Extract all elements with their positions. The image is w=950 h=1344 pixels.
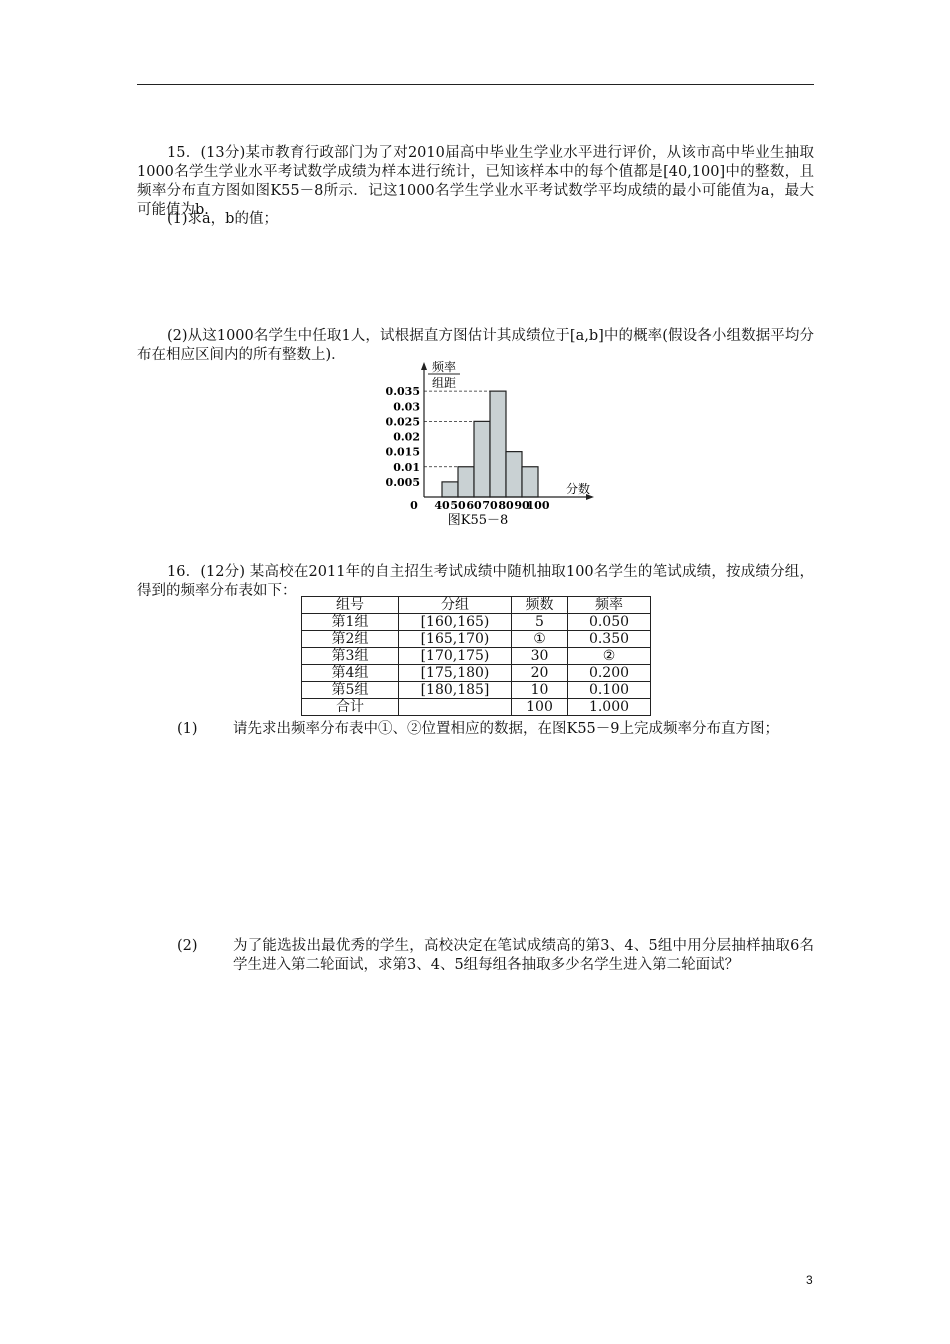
cell-frequency: 0.050 xyxy=(568,614,651,631)
x-tick-label: 80 xyxy=(498,499,514,512)
table-header-row xyxy=(302,597,651,614)
x-tick-label: 50 xyxy=(450,499,466,512)
cell-count: 20 xyxy=(512,665,568,682)
col-header-frequency: 频率 xyxy=(568,597,651,614)
cell-interval xyxy=(399,699,512,716)
y-label-numerator: 频率 xyxy=(431,360,457,374)
cell-group-no: 合计 xyxy=(302,699,399,716)
histogram-bar xyxy=(506,452,522,497)
x-axis-label: 分数 xyxy=(566,482,591,496)
x-tick-label: 100 xyxy=(526,499,550,512)
table-row xyxy=(302,665,651,682)
col-header-count: 频数 xyxy=(512,597,568,614)
origin-label: 0 xyxy=(410,499,418,512)
histogram-bar xyxy=(522,467,538,497)
cell-interval: [175,180) xyxy=(399,665,512,682)
histogram-bar xyxy=(458,467,474,497)
y-tick-label: 0.03 xyxy=(393,400,420,414)
cell-interval: [180,185] xyxy=(399,682,512,699)
col-header-interval: 分组 xyxy=(399,597,512,614)
q15-part1: (1)求a，b的值； xyxy=(167,211,278,227)
y-tick-label: 0.035 xyxy=(385,385,420,399)
q16-intro: 16．(12分) 某高校在2011年的自主招生考试成绩中随机抽取100名学生的笔试成绩，按成绩分组，得到的频率分布表如下： xyxy=(137,564,814,599)
cell-group-no: 第3组 xyxy=(302,648,399,665)
y-axis-arrow xyxy=(421,362,427,370)
histogram-bar xyxy=(474,421,490,497)
histogram-bar xyxy=(442,482,458,497)
cell-count: 5 xyxy=(512,614,568,631)
header-rule xyxy=(137,84,814,85)
table-row xyxy=(302,699,651,716)
cell-count: 30 xyxy=(512,648,568,665)
y-label-denominator: 组距 xyxy=(431,376,457,390)
cell-interval: [170,175) xyxy=(399,648,512,665)
figure-caption: 图K55－8 xyxy=(447,513,509,528)
q16-part1-number: (1) xyxy=(177,721,198,737)
table-row xyxy=(302,631,651,648)
page-number: 3 xyxy=(806,1273,813,1287)
x-tick-label: 40 xyxy=(434,499,450,512)
cell-group-no: 第1组 xyxy=(302,614,399,631)
cell-count: ① xyxy=(512,631,568,648)
cell-count: 10 xyxy=(512,682,568,699)
histogram-k55-8 xyxy=(380,358,610,534)
cell-interval: [160,165) xyxy=(399,614,512,631)
frequency-table xyxy=(301,596,651,716)
table-row xyxy=(302,682,651,699)
cell-frequency: 0.200 xyxy=(568,665,651,682)
cell-frequency: 0.350 xyxy=(568,631,651,648)
x-tick-label: 90 xyxy=(514,499,530,512)
q16-part2-text: 为了能选拔出最优秀的学生，高校决定在笔试成绩高的第3、4、5组中用分层抽样抽取6名学生进入第二轮面试，求第3、4、5组每组各抽取多少名学生进入第二轮面试？ xyxy=(233,938,814,973)
cell-frequency: 0.100 xyxy=(568,682,651,699)
y-tick-label: 0.01 xyxy=(393,460,420,474)
cell-frequency: ② xyxy=(568,648,651,665)
cell-group-no: 第2组 xyxy=(302,631,399,648)
cell-group-no: 第5组 xyxy=(302,682,399,699)
table-row xyxy=(302,648,651,665)
histogram-bar xyxy=(490,391,506,497)
q16-part1-text: 请先求出频率分布表中①、②位置相应的数据，在图K55－9上完成频率分布直方图； xyxy=(233,721,780,737)
q15-part2: (2)从这1000名学生中任取1人，试根据直方图估计其成绩位于[a,b]中的概率(假设各小组数据平均分布在相应区间内的所有整数上)． xyxy=(137,328,814,363)
x-tick-label: 70 xyxy=(482,499,498,512)
y-tick-label: 0.015 xyxy=(385,445,420,459)
cell-count: 100 xyxy=(512,699,568,716)
x-tick-label: 60 xyxy=(466,499,482,512)
table-row xyxy=(302,614,651,631)
col-header-group-no: 组号 xyxy=(302,597,399,614)
q15-intro: 15．(13分)某市教育行政部门为了对2010届高中毕业生学业水平进行评价，从该市高中毕业生抽取1000名学生学业水平考试数学成绩为样本进行统计，已知该样本中的每个值都是[40,100]中的整数，且频率分布直方图如图K55－8所示．记这1000名学生学业水平考试数学平均成绩的最小可能值为a，最大可能值为b. xyxy=(137,145,814,218)
cell-interval: [165,170) xyxy=(399,631,512,648)
cell-frequency: 1.000 xyxy=(568,699,651,716)
cell-group-no: 第4组 xyxy=(302,665,399,682)
y-tick-label: 0.005 xyxy=(385,475,420,489)
q16-part2-number: (2) xyxy=(177,938,198,954)
y-tick-label: 0.025 xyxy=(385,415,420,429)
y-tick-label: 0.02 xyxy=(393,430,420,444)
